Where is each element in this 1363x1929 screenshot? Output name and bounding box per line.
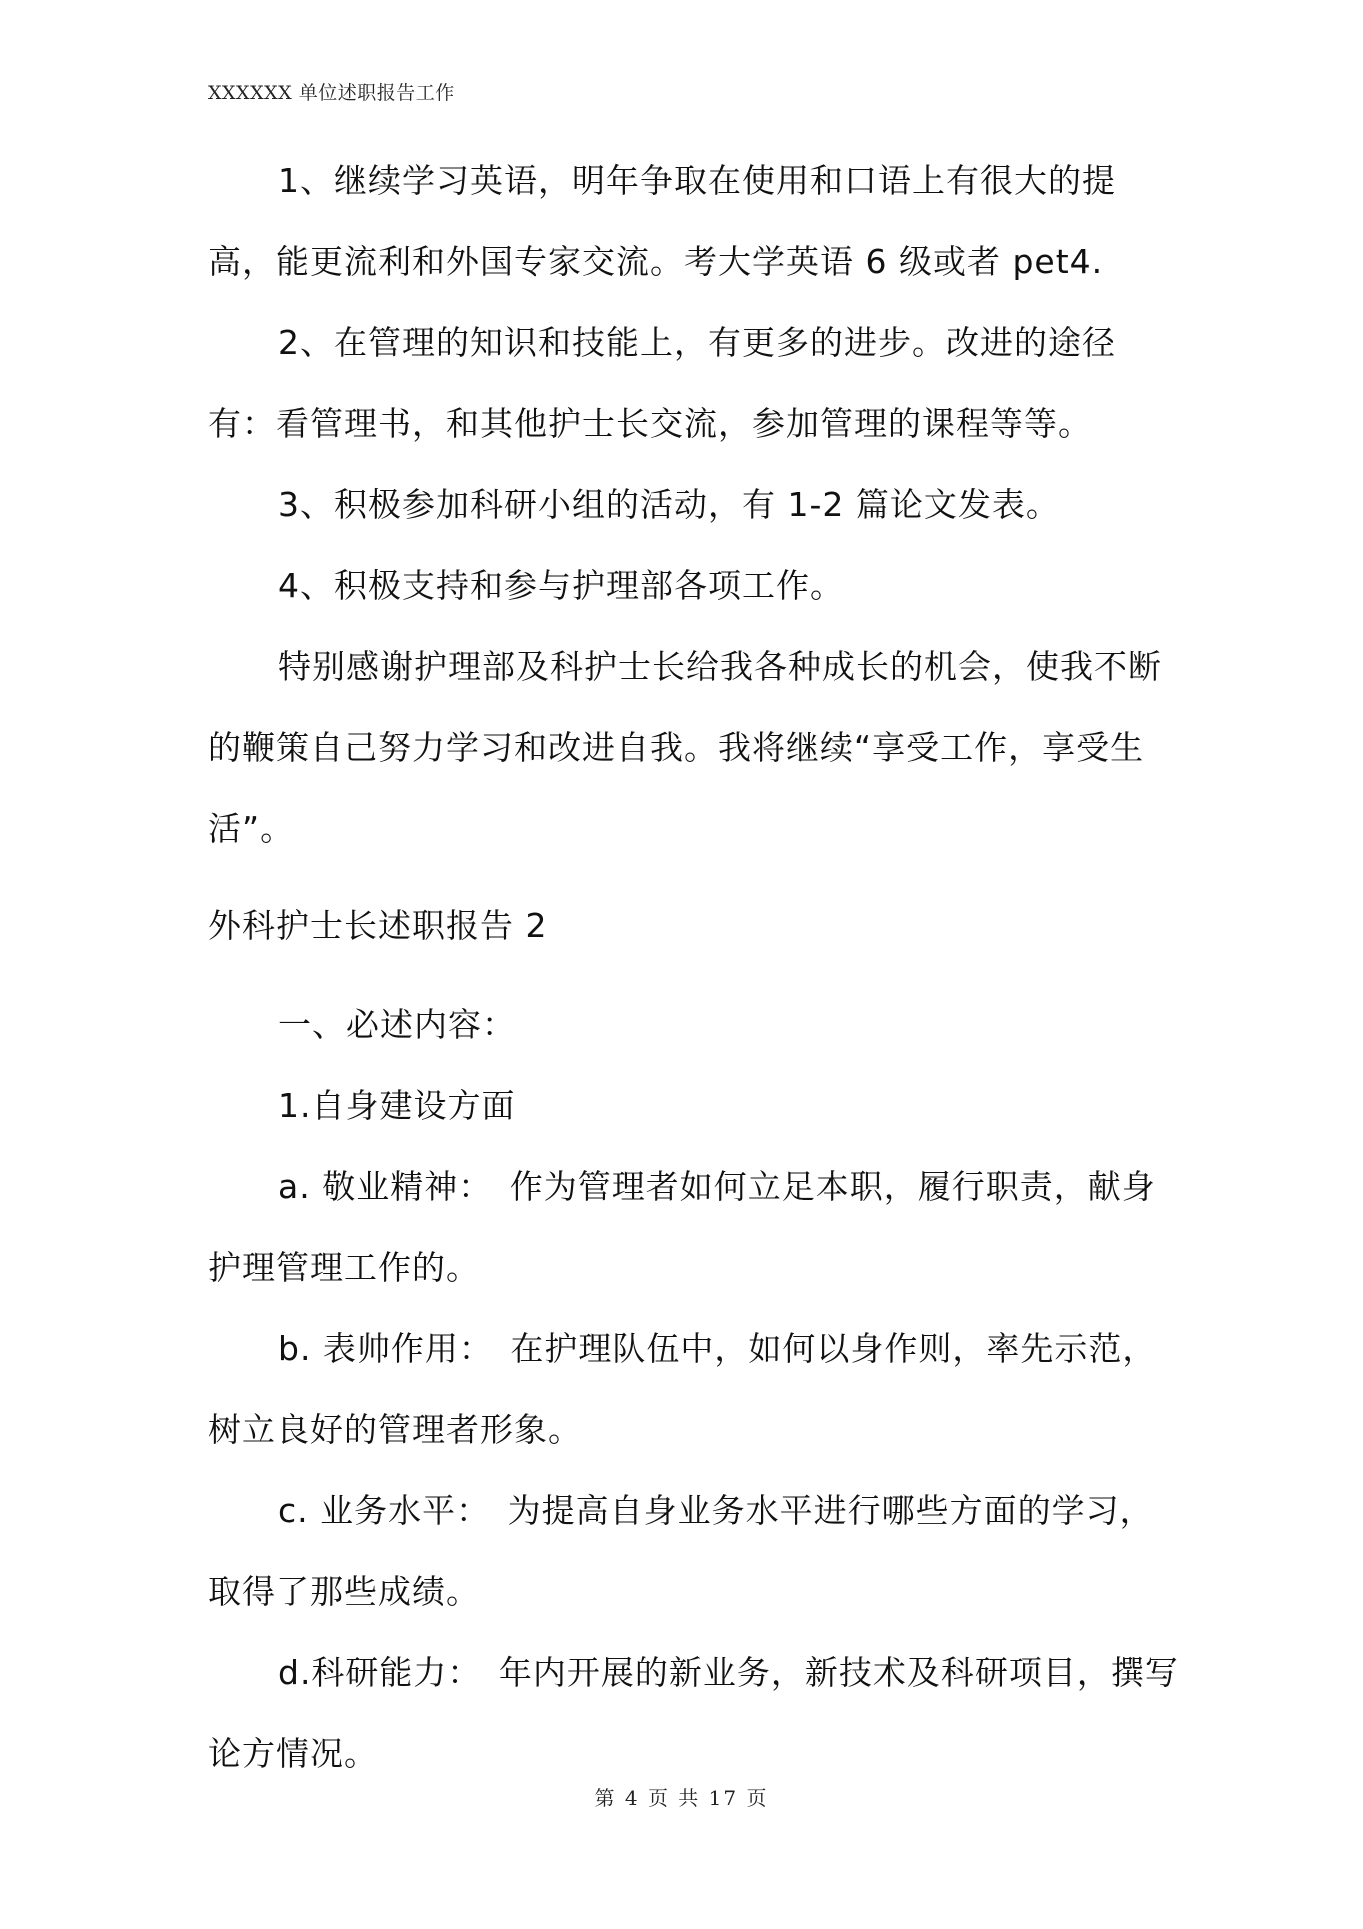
document-body xyxy=(208,140,1183,1794)
page-header: XXXXXX 单位述职报告工作 xyxy=(208,82,455,104)
paragraph-required-content: 一、必述内容： xyxy=(278,1005,516,1044)
paragraph-role-model: b. 表帅作用： 在护理队伍中，如何以身作则，率先示范，树立良好的管理者形象。 xyxy=(208,1329,1157,1449)
paragraph-self-building: 1.自身建设方面 xyxy=(278,1086,516,1125)
section-title: 外科护士长述职报告 2 xyxy=(208,906,548,945)
paragraph-research-ability: d.科研能力： 年内开展的新业务，新技术及科研项目，撰写论方情况。 xyxy=(208,1653,1179,1773)
paragraph-goal-3: 3、积极参加科研小组的活动，有 1-2 篇论文发表。 xyxy=(278,485,1060,524)
paragraph-goal-4: 4、积极支持和参与护理部各项工作。 xyxy=(278,566,844,605)
page-footer: 第 4 页 共 17 页 xyxy=(594,1786,769,1810)
paragraph-professional-level: c. 业务水平： 为提高自身业务水平进行哪些方面的学习，取得了那些成绩。 xyxy=(208,1491,1154,1611)
paragraph-dedication: a. 敬业精神： 作为管理者如何立足本职，履行职责，献身护理管理工作的。 xyxy=(208,1167,1156,1287)
paragraph-goal-2: 2、在管理的知识和技能上，有更多的进步。改进的途径有：看管理书，和其他护士长交流，参加管理的课程等等。 xyxy=(208,323,1116,443)
paragraph-goal-1: 1、继续学习英语，明年争取在使用和口语上有很大的提高，能更流利和外国专家交流。考大学英语 6 级或者 pet4. xyxy=(208,161,1116,281)
paragraph-thanks: 特别感谢护理部及科护士长给我各种成长的机会，使我不断的鞭策自己努力学习和改进自我。我将继续“享受工作，享受生活”。 xyxy=(208,647,1162,848)
